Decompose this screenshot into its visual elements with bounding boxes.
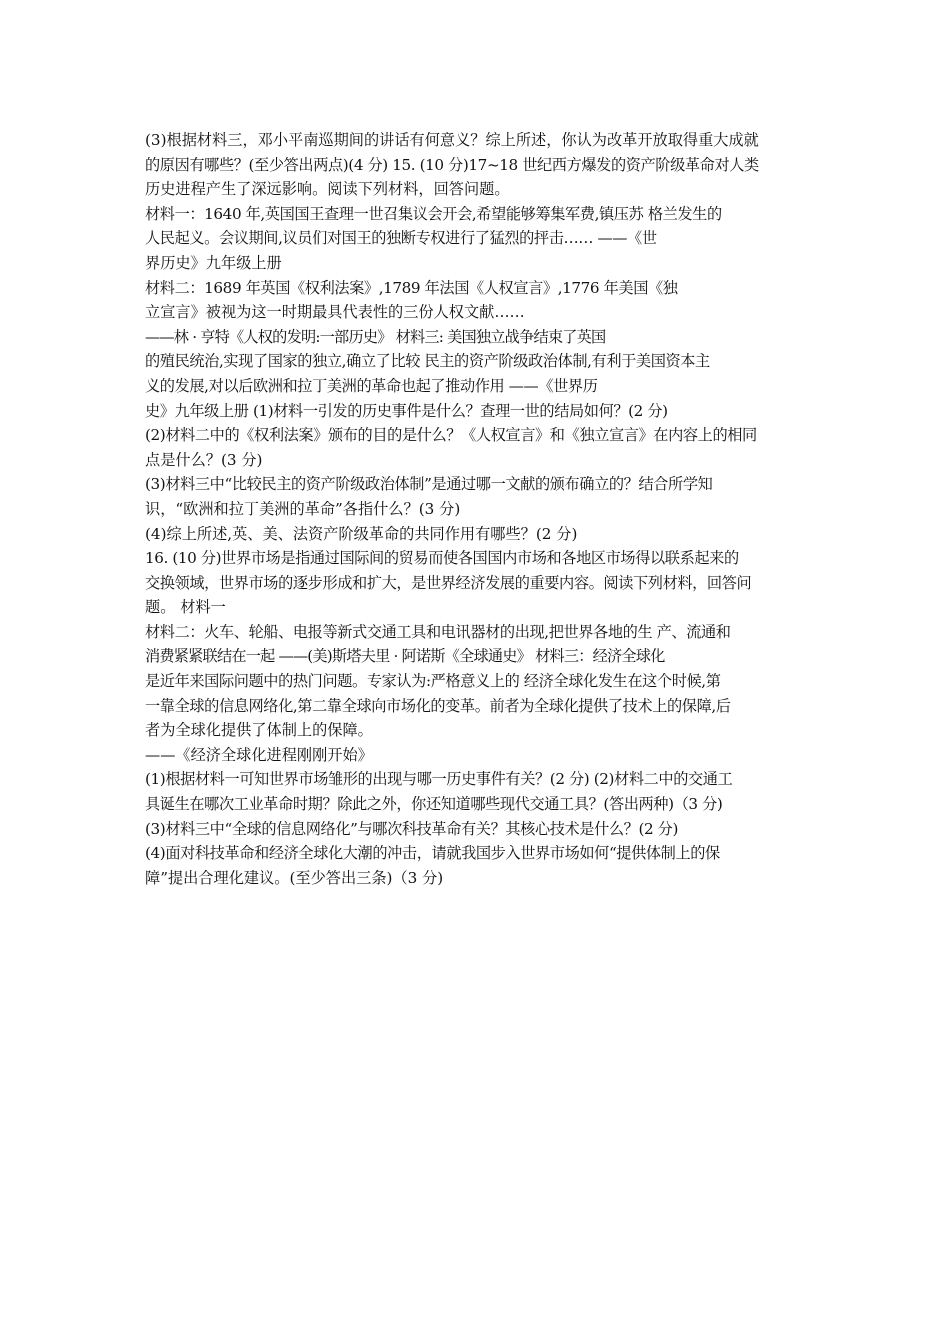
text-line: (3)根据材料三，邓小平南巡期间的讲话有何意义？综上所述，你认为改革开放取得重大成就 <box>145 131 759 149</box>
text-line: (3)材料三中“全球的信息网络化”与哪次科技革命有关？其核心技术是什么？(2 分) <box>145 819 678 838</box>
text-line: (2)材料二中的《权利法案》颁布的目的是什么？《人权宣言》和《独立宣言》在内容上的相同 <box>145 426 757 445</box>
text-line: (1)根据材料一可知世界市场雏形的出现与哪一历史事件有关？(2 分) (2)材料二中的交通工 <box>145 770 733 789</box>
text-line: 人民起义。会议期间,议员们对国王的独断专权进行了猛烈的抨击…… ——《世 <box>145 229 657 248</box>
text-line: (4)面对科技革命和经济全球化大潮的冲击，请就我国步入世界市场如何“提供体制上的保 <box>145 844 720 863</box>
text-line: 者为全球化提供了体制上的保障。 <box>145 721 373 740</box>
text-line: 点是什么？(3 分) <box>145 450 263 469</box>
text-line: 史》九年级上册 (1)材料一引发的历史事件是什么？查理一世的结局如何？(2 分) <box>145 401 668 420</box>
document-page <box>145 128 809 890</box>
text-line: (4)综上所述,英、美、法资产阶级革命的共同作用有哪些？(2 分) <box>145 524 578 543</box>
text-line: 的殖民统治,实现了国家的独立,确立了比较 民主的资产阶级政治体制,有利于美国资本主 <box>145 352 710 371</box>
text-line: 一靠全球的信息网络化,第二靠全球向市场化的变革。前者为全球化提供了技术上的保障,后 <box>145 696 731 715</box>
text-line: 障”提出合理化建议。(至少答出三条)（3 分) <box>145 868 444 887</box>
text-line: 立宣言》被视为这一时期最具代表性的三份人权文献…… <box>145 303 525 322</box>
text-line: 具诞生在哪次工业革命时期？除此之外，你还知道哪些现代交通工具？(答出两种)（3 分) <box>145 795 723 814</box>
text-line: 材料二：1689 年英国《权利法案》,1789 年法国《人权宣言》,1776 年美国《独 <box>145 278 678 297</box>
text-line: 是近年来国际问题中的热门问题。专家认为:严格意义上的 经济全球化发生在这个时候,第 <box>145 672 721 691</box>
text-line: 义的发展,对以后欧洲和拉丁美洲的革命也起了推动作用 ——《世界历 <box>145 376 598 395</box>
text-line: 消费紧紧联结在一起 ——(美)斯塔夫里 · 阿诺斯《全球通史》 材料三：经济全球化 <box>145 647 665 666</box>
text-line: (3)材料三中“比较民主的资产阶级政治体制”是通过哪一文献的颁布确立的？结合所学知 <box>145 475 713 494</box>
text-line: 的原因有哪些？(至少答出两点)(4 分) 15. (10 分)17~18 世纪西方爆发的资产阶级革命对人类 <box>145 155 759 174</box>
text-line: ——林 · 亨特《人权的发明:一部历史》 材料三: 美国独立战争结束了英国 <box>145 327 606 346</box>
text-line: 交换领域，世界市场的逐步形成和扩大，是世界经济发展的重要内容。阅读下列材料，回答问 <box>145 573 752 592</box>
text-line: 识，“欧洲和拉丁美洲的革命”各指什么？(3 分) <box>145 499 461 518</box>
text-line: 材料二：火车、轮船、电报等新式交通工具和电讯器材的出现,把世界各地的生 产、流通和 <box>145 622 731 641</box>
text-line: 历史进程产生了深远影响。阅读下列材料，回答问题。 <box>145 180 510 199</box>
text-line: 16. (10 分)世界市场是指通过国际间的贸易而使各国国内市场和各地区市场得以联系起来的 <box>145 549 739 568</box>
text-line: 界历史》九年级上册 <box>145 253 282 272</box>
text-line: 题。 材料一 <box>145 598 226 617</box>
text-line: ——《经济全球化进程刚刚开始》 <box>145 745 373 764</box>
text-line: 材料一：1640 年,英国国王查理一世召集议会开会,希望能够筹集军费,镇压苏 格兰发生的 <box>145 204 722 223</box>
